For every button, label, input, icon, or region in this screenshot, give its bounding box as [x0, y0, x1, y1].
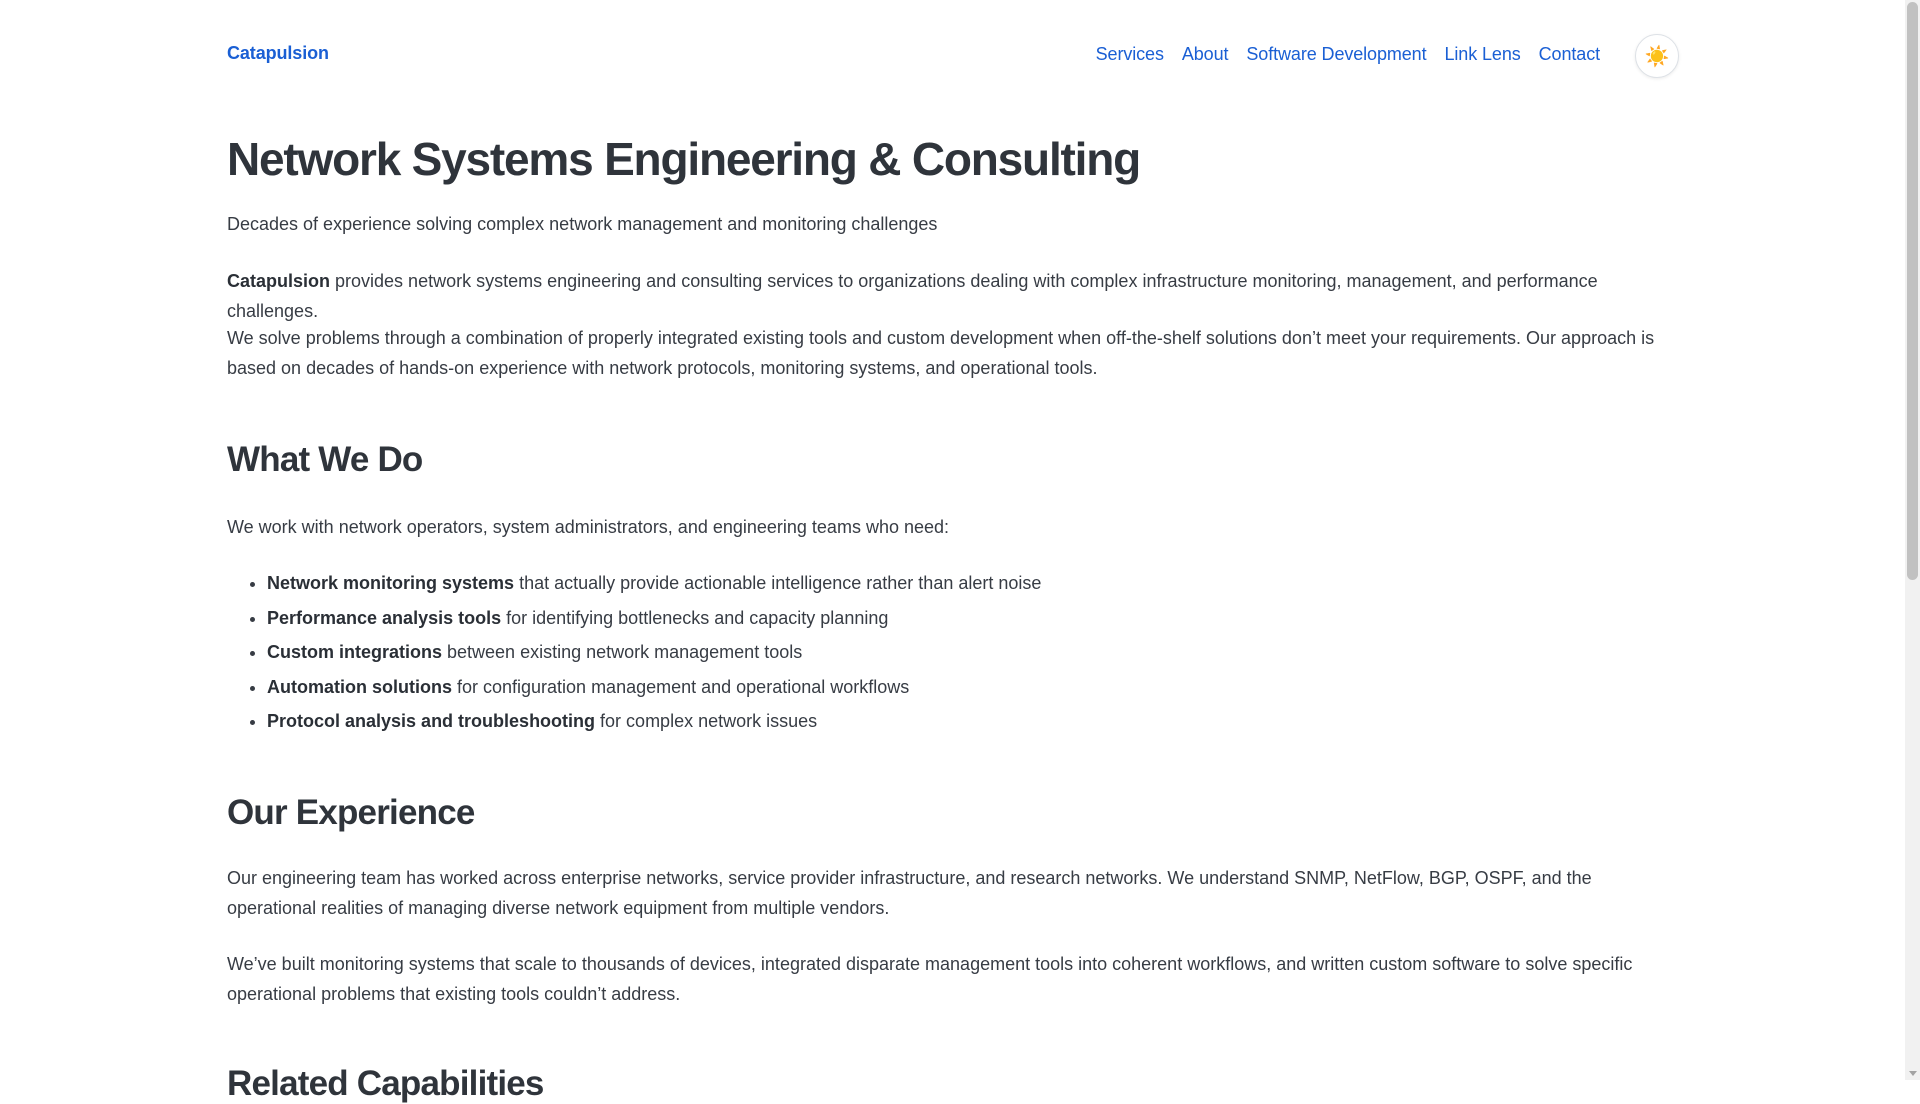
list-item [267, 670, 1041, 705]
theme-toggle-button[interactable] [1635, 34, 1679, 78]
nav-link-about[interactable]: About [1181, 44, 1229, 64]
list-item-bold: Custom integrations [267, 642, 443, 662]
list-item-text: between existing network management tools [442, 642, 803, 662]
scroll-down-arrow-icon[interactable] [1909, 1071, 1917, 1076]
sun-icon: ☀️ [1644, 45, 1670, 68]
nav-link-contact[interactable]: Contact [1538, 44, 1600, 64]
intro-paragraph-1-text: provides network systems engineering and consulting services to organizations dealing with complex infrastructure monitoring, management, and performance challenges. [227, 271, 1598, 321]
nav-link-services[interactable]: Services [1095, 44, 1164, 64]
experience-paragraph-1: Our engineering team has worked across enterprise networks, service provider infrastructure, and research networks. We understand SNMP, NetFlow, BGP, OSPF, and the operational realities of managing diverse network equipment from multiple vendors. [227, 868, 1592, 918]
list-item [267, 704, 1041, 739]
list-item [267, 601, 1041, 636]
section-heading-our-experience: Our Experience [227, 793, 475, 832]
list-item-bold: Performance analysis tools [267, 607, 502, 628]
intro-paragraph-2: We solve problems through a combination of properly integrated existing tools and custom development when off-the-shelf solutions don’t meet your requirements. Our approach is based on decades of hands-on experience with network protocols, monitoring systems, and operational tools. [227, 328, 1655, 378]
list-item [267, 566, 1041, 601]
list-item-bold: Automation solutions [267, 676, 452, 697]
site-header [227, 0, 1679, 112]
page-title: Network Systems Engineering & Consulting [227, 133, 1141, 185]
list-item-bold: Protocol analysis and troubleshooting [267, 711, 596, 731]
page-lead: Decades of experience solving complex network management and monitoring challenges [227, 214, 938, 234]
brand-bold-text: Catapulsion [227, 271, 331, 291]
scrollbar-thumb[interactable] [1907, 2, 1918, 580]
section-heading-what-we-do: What We Do [227, 440, 423, 479]
capabilities-list [227, 566, 1041, 739]
experience-paragraph-2: We’ve built monitoring systems that scale to thousands of devices, integrated disparate management tools into coherent workflows, and written custom software to solve specific operational problems that existing tools couldn’t address. [227, 954, 1633, 1004]
list-item-bold: Network monitoring systems [267, 573, 515, 593]
list-item [267, 635, 1041, 670]
what-we-do-intro: We work with network operators, system administrators, and engineering teams who need: [227, 517, 950, 537]
vertical-scrollbar[interactable] [1905, 0, 1920, 1080]
section-heading-related-capabilities: Related Capabilities [227, 1064, 544, 1103]
nav-link-software-development[interactable]: Software Development [1246, 44, 1427, 64]
list-item-text: for identifying bottlenecks and capacity planning [501, 607, 889, 628]
list-item-text: for configuration management and operational workflows [451, 676, 910, 697]
list-item-text: for complex network issues [595, 711, 818, 731]
intro-paragraph-1 [227, 266, 1679, 326]
list-item-text: that actually provide actionable intelligence rather than alert noise [514, 573, 1042, 593]
main-nav [1096, 44, 1600, 65]
content-container [227, 0, 1679, 1103]
brand-logo-link[interactable]: Catapulsion [227, 43, 329, 63]
nav-link-link-lens[interactable]: Link Lens [1444, 44, 1521, 64]
